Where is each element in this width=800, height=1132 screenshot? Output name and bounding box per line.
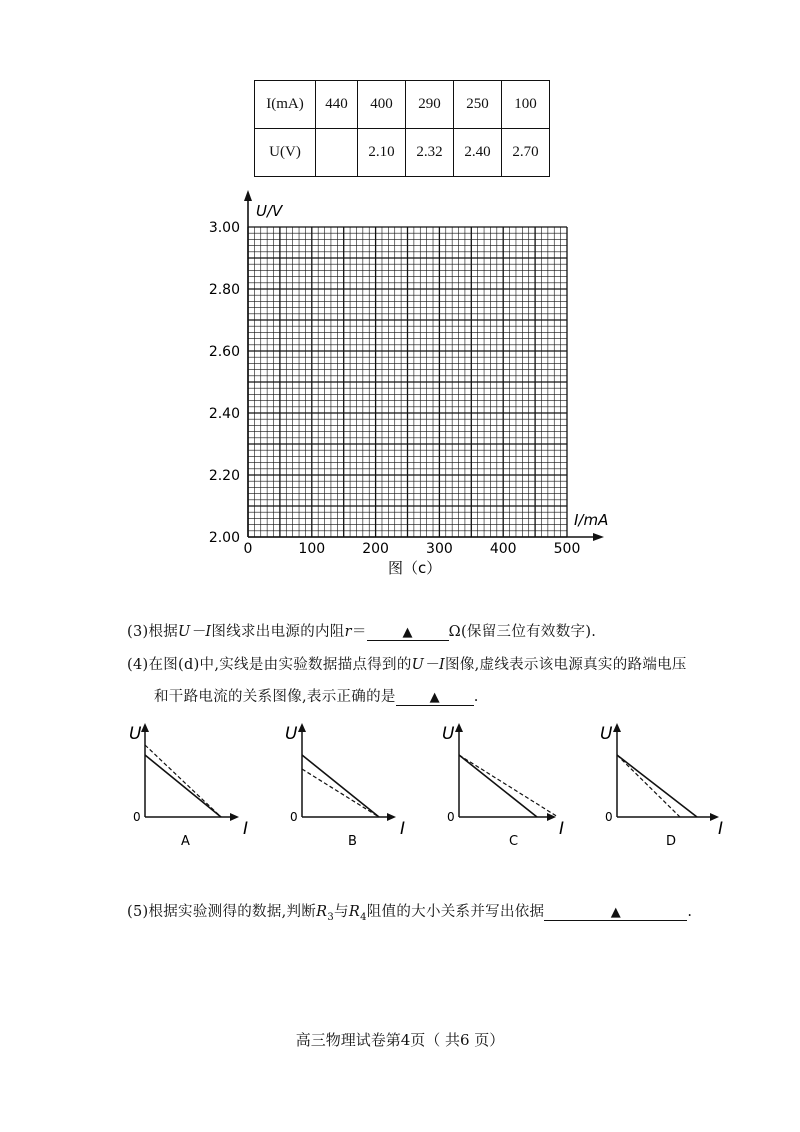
grid-major: [248, 227, 567, 537]
svg-text:0: 0: [447, 810, 455, 824]
q5-answer-blank[interactable]: [544, 904, 687, 921]
q4-end: .: [473, 689, 479, 705]
y-tick-labels: [209, 220, 240, 546]
table-cell: 100: [502, 81, 550, 129]
arrow-icon: [613, 723, 621, 732]
solid-line: [617, 755, 697, 817]
q5-r3-sub: 3: [327, 911, 335, 923]
y-tick-label: 3.00: [208, 220, 240, 236]
q5-mid: 与: [334, 904, 349, 920]
solid-line: [459, 755, 537, 817]
x-tick-label: 300: [426, 541, 453, 557]
y-tick-label: 2.60: [208, 344, 240, 360]
q4-text: (4)在图(d)中,实线是由实验数据描点得到的: [127, 657, 412, 673]
q5-text2: 阻值的大小关系并写出依据: [366, 904, 545, 920]
answer-triangle-icon: ▲: [402, 625, 413, 640]
table-cell: 290: [406, 81, 454, 129]
question-4-line1: [127, 653, 687, 674]
x-tick-label: 400: [489, 541, 517, 557]
table-cell: 440: [316, 81, 358, 129]
svg-text:U: U: [600, 724, 613, 744]
q3-text-mid: 图线求出电源的内阻: [211, 624, 345, 640]
svg-text:U: U: [285, 724, 298, 744]
q3-text-after: Ω(保留三位有效数字).: [448, 624, 597, 640]
table-cell: 2.10: [358, 129, 406, 177]
svg-text:U: U: [129, 724, 142, 744]
svg-text:0: 0: [605, 810, 613, 824]
table-cell: 250: [454, 81, 502, 129]
option-d-label: D: [666, 834, 677, 849]
x-tick-label: 200: [362, 541, 389, 557]
option-graphs: [0, 715, 800, 855]
solid-line: [302, 755, 379, 817]
q5-r4: R: [348, 904, 361, 920]
option-a-label: A: [181, 834, 190, 849]
arrow-icon: [230, 813, 239, 821]
q3-var: r: [344, 624, 352, 640]
question-3: [127, 620, 596, 641]
table-cell: 400: [358, 81, 406, 129]
arrow-icon: [141, 723, 149, 732]
dashed-line: [302, 769, 379, 817]
y-axis-arrow: [244, 190, 252, 201]
x-tick-label: 500: [553, 541, 581, 557]
x-axis-label: I/mA: [574, 511, 609, 529]
option-c-graph[interactable]: [442, 723, 564, 849]
q5-text: (5)根据实验测得的数据,判断: [127, 904, 317, 920]
y-tick-label: 2.80: [208, 282, 240, 298]
row-label-current: I(mA): [255, 81, 316, 129]
arrow-icon: [455, 723, 463, 732]
y-tick-label: 2.20: [208, 468, 240, 484]
option-b-graph[interactable]: [285, 723, 405, 849]
q4-answer-blank[interactable]: [396, 689, 474, 706]
answer-triangle-icon: ▲: [610, 905, 622, 920]
y-axis-label: U/V: [256, 202, 283, 220]
svg-text:I: I: [559, 819, 565, 839]
y-tick-label: 2.00: [208, 530, 240, 546]
q4-formula: U－I: [411, 657, 446, 673]
dashed-line: [617, 755, 680, 817]
row-label-voltage: U(V): [255, 129, 316, 177]
q3-text: (3)根据: [127, 624, 179, 640]
arrow-icon: [387, 813, 396, 821]
dashed-line: [459, 755, 558, 817]
option-b-label: B: [348, 834, 357, 849]
svg-text:0: 0: [133, 810, 141, 824]
q4-text-line2: 和干路电流的关系图像,表示正确的是: [154, 689, 396, 705]
arrow-icon: [298, 723, 306, 732]
y-tick-label: 2.40: [208, 406, 240, 422]
q3-formula: U－I: [178, 624, 212, 640]
option-a-graph[interactable]: [129, 723, 248, 849]
option-c-label: C: [509, 834, 519, 849]
answer-triangle-icon: ▲: [429, 690, 440, 705]
question-4-line2: [154, 685, 479, 706]
figure-caption: 图（c）: [388, 559, 442, 577]
table-cell: 2.40: [454, 129, 502, 177]
x-axis-arrow: [593, 533, 604, 541]
svg-text:0: 0: [290, 810, 298, 824]
q4-text-end: 图像,虚线表示该电源真实的路端电压: [445, 657, 687, 673]
dashed-line: [145, 745, 221, 817]
x-tick-labels: [244, 541, 581, 557]
svg-text:U: U: [442, 724, 455, 744]
solid-line: [145, 755, 221, 817]
q5-r3: R: [316, 904, 328, 920]
option-d-graph[interactable]: [600, 723, 723, 849]
q3-eq: ＝: [351, 624, 367, 640]
svg-text:I: I: [243, 819, 249, 839]
x-tick-label: 100: [298, 541, 326, 557]
q3-answer-blank[interactable]: [367, 624, 449, 641]
q5-end: .: [687, 904, 693, 920]
page-footer: 高三物理试卷第4页（ 共6 页）: [295, 1031, 505, 1049]
table-cell: 2.70: [502, 129, 550, 177]
q5-r4-sub: 4: [360, 911, 367, 923]
svg-text:I: I: [400, 819, 406, 839]
question-5: [127, 900, 692, 923]
table-cell: 2.32: [406, 129, 454, 177]
svg-text:I: I: [718, 819, 724, 839]
x-tick-label: 0: [243, 541, 253, 557]
